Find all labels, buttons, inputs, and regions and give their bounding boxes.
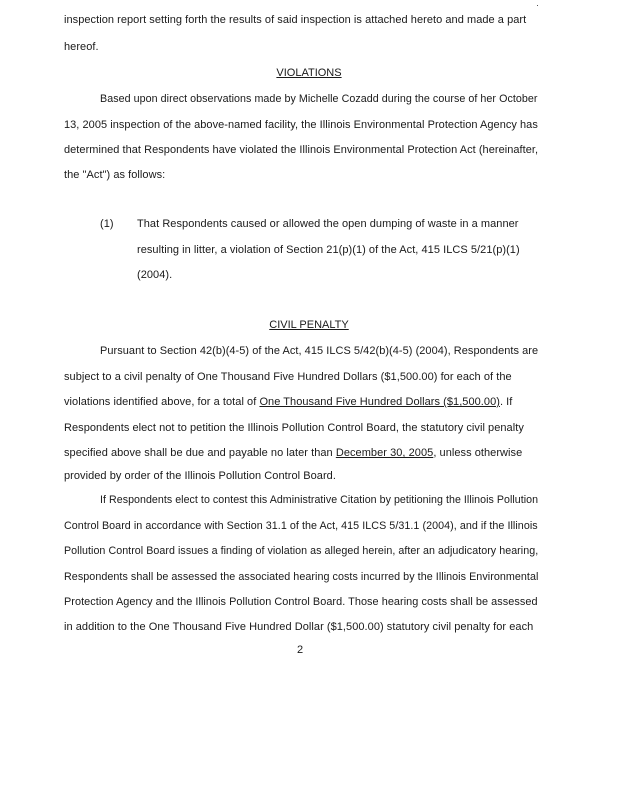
penalty-para-line: subject to a civil penalty of One Thousand Five Hundred Dollars ($1,500.00) for each of the — [64, 371, 512, 383]
violations-para-line: 13, 2005 inspection of the above-named facility, the Illinois Environmental Protection Agency has — [64, 119, 538, 131]
page-number: 2 — [296, 644, 304, 656]
penalty-para-line: provided by order of the Illinois Pollution Control Board. — [64, 470, 336, 482]
civil-penalty-heading-text: CIVIL PENALTY — [269, 319, 349, 331]
penalty-due-suffix: , unless otherwise — [433, 447, 523, 459]
violations-heading — [0, 67, 618, 80]
violations-heading-text: VIOLATIONS — [276, 67, 342, 79]
penalty-para2-line: Respondents shall be assessed the associated hearing costs incurred by the Illinois Environmental — [64, 571, 539, 583]
civil-penalty-heading — [0, 319, 618, 332]
penalty-para-line — [64, 447, 522, 460]
violation-item-line: (2004). — [137, 269, 173, 281]
intro-line: hereof. — [64, 41, 99, 53]
penalty-due-date: December 30, 2005 — [335, 447, 434, 459]
violations-para-line: determined that Respondents have violated the Illinois Environmental Protection Act (hereinafter, — [64, 144, 539, 156]
penalty-para-line: Pursuant to Section 42(b)(4-5) of the Act, 415 ILCS 5/42(b)(4-5) (2004), Respondents are — [100, 345, 539, 357]
penalty-para2-line: If Respondents elect to contest this Administrative Citation by petitioning the Illinois Pollution — [100, 494, 539, 506]
violations-para-line: Based upon direct observations made by Michelle Cozadd during the course of her October — [100, 93, 538, 105]
violations-para-line: the "Act") as follows: — [64, 169, 166, 181]
penalty-due-prefix: specified above shall be due and payable no later than — [64, 447, 336, 459]
penalty-para2-line: Protection Agency and the Illinois Pollution Control Board. Those hearing costs shall be assessed — [64, 596, 538, 608]
scan-speck — [537, 5, 538, 6]
penalty-para2-line: in addition to the One Thousand Five Hundred Dollar ($1,500.00) statutory civil penalty for each — [64, 621, 534, 633]
intro-line: inspection report setting forth the results of said inspection is attached hereto and made a part — [64, 14, 527, 26]
penalty-para-line: Respondents elect not to petition the Illinois Pollution Control Board, the statutory civil penalty — [64, 422, 524, 434]
violation-item-line: resulting in litter, a violation of Section 21(p)(1) of the Act, 415 ILCS 5/21(p)(1) — [137, 244, 520, 256]
penalty-para2-line: Control Board in accordance with Section 31.1 of the Act, 415 ILCS 5/31.1 (2004), and if the Illinois — [64, 520, 538, 532]
penalty-total-suffix: . If — [499, 396, 513, 408]
penalty-para-line — [64, 396, 512, 409]
penalty-total-prefix: violations identified above, for a total of — [64, 396, 260, 408]
violation-item-line: That Respondents caused or allowed the open dumping of waste in a manner — [137, 218, 519, 230]
violation-item-number: (1) — [100, 218, 114, 230]
penalty-total-amount: One Thousand Five Hundred Dollars ($1,500.00) — [259, 396, 500, 408]
penalty-para2-line: Pollution Control Board issues a finding of violation as alleged herein, after an adjudicatory hearing, — [64, 545, 539, 557]
